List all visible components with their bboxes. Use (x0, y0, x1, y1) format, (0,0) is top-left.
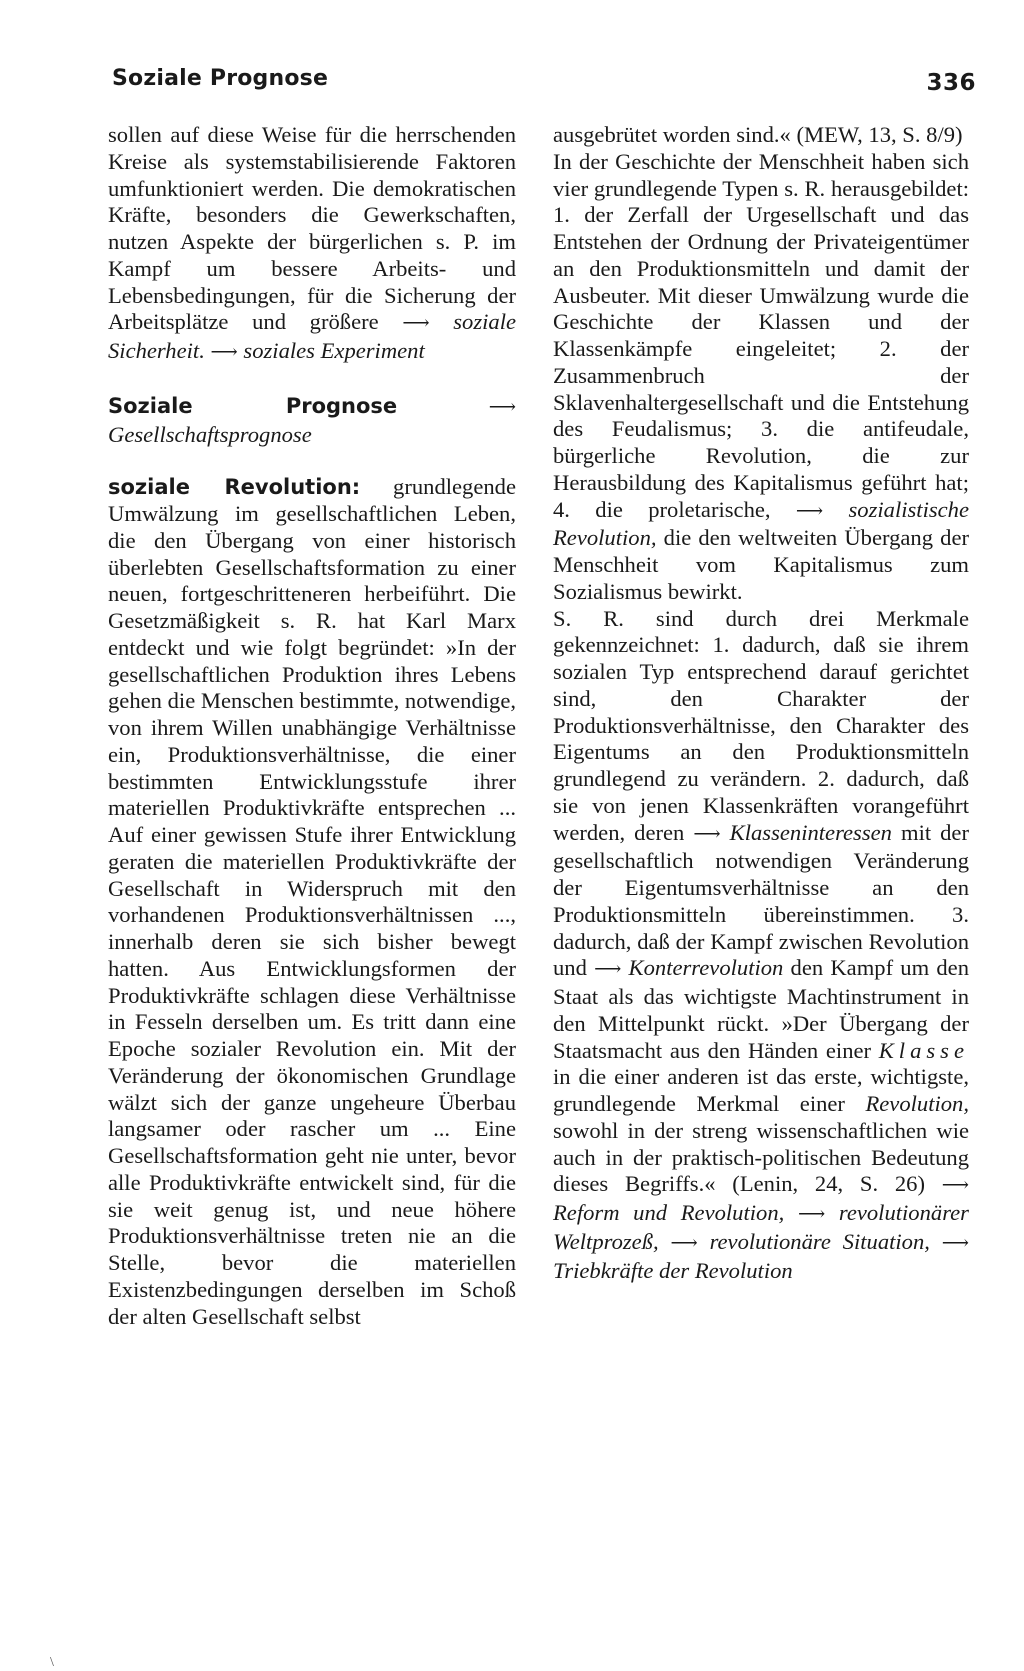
entry-spacer (108, 367, 516, 393)
cross-reference-revolutionaerer-weltprozess[interactable]: revolutionärer Weltprozeß, (553, 1200, 969, 1254)
cross-reference-arrow-icon: ⟶ (693, 823, 721, 845)
entry-continuation-paragraph (108, 122, 516, 367)
emphasis-italic-word: Revolution, (865, 1091, 969, 1116)
paragraph: ausgebrütet worden sind.« (MEW, 13, S. 8/9) (553, 122, 963, 147)
entry-soziale-revolution (108, 474, 516, 1330)
left-column (108, 122, 516, 1330)
cross-reference-revolutionaere-situation[interactable]: revolutionäre Situation, (709, 1228, 930, 1254)
entry-lemma: soziale Revolution: (108, 475, 361, 500)
page-number: 336 (926, 70, 976, 96)
corner-scan-mark: \ (50, 1655, 54, 1670)
paragraph-text: in die einer anderen ist das erste, wichtigste, grundlegende Merkmal einer (553, 1064, 969, 1116)
cross-reference-arrow-icon: ⟶ (210, 342, 238, 363)
cross-reference-arrow-icon: ⟶ (797, 1204, 826, 1225)
cross-reference-soziale-sicherheit[interactable]: soziale Sicherheit. (108, 309, 517, 363)
cross-reference-reform-und-revolution[interactable]: Reform und Revolution, (553, 1200, 785, 1225)
cross-reference-arrow-icon: ⟶ (795, 500, 824, 522)
emphasis-spaced-word: Klasse (878, 1037, 969, 1063)
cross-reference-arrow-icon: ⟶ (488, 396, 516, 418)
cross-reference-arrow-icon: ⟶ (941, 1175, 969, 1197)
cross-reference-arrow-icon: ⟶ (941, 1232, 970, 1254)
paragraph-text: In der Geschichte der Menschheit haben sich vier grundlegende Typen s. R. herausgebildet: 1. der Zerfall der Urgesellschaft und das Entstehen der Ordnung der Privateigentümer an den Produktionsmitteln und damit der Ausbeuter. Mit dieser Umwälzung wurde die Geschichte der Klassen und der Klassenkämpfe eingeleitet; 2. der Zusammenbruch der Sklavenhaltergesellschaft und die Entstehung des Feudalismus; 3. die antifeudale, bürgerliche Revolution, die zur Herausbildung des Kapitalismus geführt hat; 4. die proletarische, (553, 148, 969, 522)
entry-soziale-prognose (108, 393, 516, 449)
paragraph (553, 149, 969, 606)
paragraph-text: mit der gesellschaftlich notwendigen Veränderung der Eigentumsverhältnisse an den Produktionsmitteln übereinstimmen. 3. dadurch, daß der Kampf zwischen Revolution und (553, 819, 969, 981)
entry-lemma: Soziale Prognose (108, 393, 398, 418)
cross-reference-arrow-icon: ⟶ (402, 313, 430, 335)
cross-reference-sozialistische-revolution[interactable]: sozialistische Revolution, (553, 496, 969, 551)
cross-reference-konterrevolution[interactable]: Konterrevolution (628, 955, 784, 981)
cross-reference-soziales-experiment[interactable]: soziales Experiment (243, 338, 425, 363)
paragraph-text: die den weltweiten Übergang der Menschheit vom Kapitalismus zum Sozialismus bewirkt. (553, 525, 969, 604)
cross-reference-arrow-icon: ⟶ (670, 1232, 698, 1254)
paragraph-text: sollen auf diese Weise für die herrschenden Kreise als systemstabilisierende Faktoren umfunktioniert werden. Die demokratischen Kräfte, besonders die Gewerkschaften, nutzen Aspekte der bürgerlichen s. P. im Kampf um bessere Arbeits- und Lebensbedingungen, für die Sicherung der Arbeitsplätze und größere (108, 122, 516, 335)
cross-reference-klasseninteressen[interactable]: Klasseninteressen (729, 819, 892, 845)
paragraph-text: den Kampf um den Staat als das wichtigste Machtinstrument in den Mittelpunkt rückt. »Der Übergang der Staatsmacht aus den Händen einer (553, 955, 969, 1063)
cross-reference-arrow-icon: ⟶ (594, 959, 622, 981)
entry-spacer (108, 448, 516, 474)
paragraph-text: S. R. sind durch drei Merkmale gekennzeichnet: 1. dadurch, daß sie ihrem sozialen Typ entsprechend darauf gerichtet sind, den Charakter der Produktionsverhältnisse, den Charakter des Eigentums an den Produktionsmitteln grundlegend zu verändern. 2. dadurch, daß sie von jenen Klassenkräften vorangeführt werden, deren (553, 605, 969, 845)
paragraph (553, 606, 969, 1285)
page-header (112, 66, 976, 106)
running-head: Soziale Prognose (112, 66, 329, 91)
cross-reference-gesellschaftsprognose[interactable]: Gesellschaftsprognose (108, 421, 312, 447)
cross-reference-triebkraefte-der-revolution[interactable]: Triebkräfte der Revolution (553, 1257, 793, 1283)
right-column (553, 122, 969, 1284)
paragraph-text: sowohl in der streng wissenschaftlichen wie auch in der praktisch-politischen Bedeutung dieses Begriffs.« (Lenin, 24, S. 26) (553, 1117, 969, 1197)
paragraph-text: grundlegende Umwälzung im gesellschaftlichen Leben, die den Übergang von einer historisch überlebten Gesellschaftsformation zu einer neuen, fortgeschritteneren herbeiführt. Die Gesetzmäßigkeit s. R. hat Karl Marx entdeckt und wie folgt begründet: »In der gesellschaftlichen Produktion ihres Lebens gehen die Menschen bestimmte, notwendige, von ihrem Willen unabhängige Verhältnisse ein, Produktionsverhältnisse, die einer bestimmten Entwicklungsstufe ihrer materiellen Produktivkräfte entsprechen ... Auf einer gewissen Stufe ihrer Entwicklung geraten die materiellen Produktivkräfte der Gesellschaft in Widerspruch mit den vorhandenen Produktionsverhältnissen ..., innerhalb deren sie sich bisher bewegt hatten. Aus Entwicklungsformen der Produktivkräfte schlagen diese Verhältnisse in Fesseln derselben um. Es tritt dann eine Epoche sozialer Revolution ein. Mit der Veränderung der ökonomischen Grundlage wälzt sich der ganze ungeheure Überbau langsamer oder rascher um ... Eine Gesellschaftsformation geht nie unter, bevor alle Produktivkräfte entwickelt sind, für die sie weit genug ist, und neue höhere Produktionsverhältnisse treten nie an die Stelle, bevor die materiellen Existenzbedingungen derselben im Schoß der alten Gesellschaft selbst (108, 474, 516, 1329)
